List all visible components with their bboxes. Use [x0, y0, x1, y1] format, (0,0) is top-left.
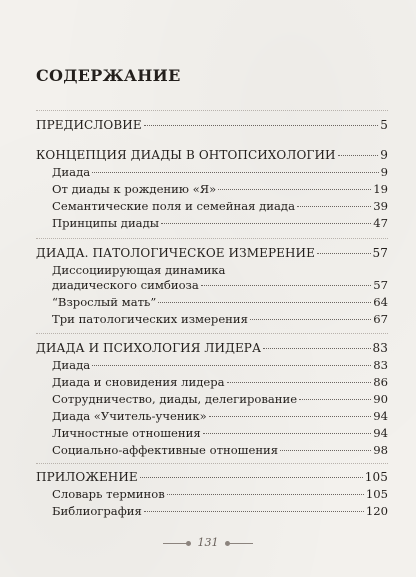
toc-item[interactable]: [52, 165, 388, 179]
toc-item-label: Семантические поля и семейная диада: [52, 199, 295, 213]
toc-page-number: 57: [372, 246, 388, 260]
page-number: 131: [197, 536, 219, 549]
toc-item[interactable]: [52, 392, 388, 406]
toc-item[interactable]: [52, 504, 388, 518]
toc-section-leader[interactable]: [36, 341, 388, 355]
toc-item-label: Библиография: [52, 504, 142, 518]
toc-item-label: “Взрослый мать”: [52, 295, 157, 309]
toc-section-appendix[interactable]: [36, 470, 388, 484]
dot-leader: [201, 285, 371, 286]
dot-leader: [263, 348, 370, 349]
toc-item-label: Диада «Учитель-ученик»: [52, 409, 207, 423]
separator-rule: [36, 238, 388, 239]
dot-leader: [144, 511, 364, 512]
toc-item[interactable]: [52, 278, 388, 292]
dot-leader: [161, 223, 371, 224]
toc-item[interactable]: [52, 199, 388, 213]
ornament-right-icon: [227, 543, 253, 544]
toc-item[interactable]: [52, 487, 388, 501]
toc-item-label-line1: Диссоциирующая динамика: [52, 263, 226, 277]
toc-item-label: Социально-аффективные отношения: [52, 443, 279, 457]
toc-page-number: 5: [380, 118, 388, 132]
dot-leader: [299, 399, 371, 400]
dot-leader: [218, 189, 371, 190]
dot-leader: [92, 365, 371, 366]
page-title: СОДЕРЖАНИЕ: [36, 66, 181, 85]
toc-item-label: Словарь терминов: [52, 487, 165, 501]
toc-item-label: Принципы диады: [52, 216, 159, 230]
toc-item[interactable]: [52, 375, 388, 389]
toc-page-number: 83: [373, 358, 388, 372]
toc-item-label: Сотрудничество, диады, делегирование: [52, 392, 298, 406]
toc-item-label: диадического симбиоза: [52, 278, 199, 292]
toc-page-number: 120: [365, 504, 388, 518]
dot-leader: [280, 450, 371, 451]
toc-page-number: 86: [373, 375, 388, 389]
toc-item[interactable]: [52, 312, 388, 326]
toc-section-title: ПРЕДИСЛОВИЕ: [36, 118, 142, 132]
toc-page-number: 83: [372, 341, 388, 355]
ornament-left-icon: [163, 543, 189, 544]
toc-page-number: 47: [373, 216, 388, 230]
toc-item[interactable]: [52, 295, 388, 309]
toc-item-label: Диада и сновидения лидера: [52, 375, 225, 389]
toc-item[interactable]: [52, 409, 388, 423]
toc-section-title: ДИАДА. ПАТОЛОГИЧЕСКОЕ ИЗМЕРЕНИЕ: [36, 246, 315, 260]
dot-leader: [227, 382, 372, 383]
toc-page-number: 39: [373, 199, 388, 213]
dot-leader: [297, 206, 371, 207]
dot-leader: [92, 172, 378, 173]
toc-page-number: 9: [380, 165, 388, 179]
toc-item-label: Диада: [52, 358, 91, 372]
toc-item[interactable]: [52, 216, 388, 230]
toc-section-title: ПРИЛОЖЕНИЕ: [36, 470, 138, 484]
toc-section-title: ДИАДА И ПСИХОЛОГИЯ ЛИДЕРА: [36, 341, 262, 355]
dot-leader: [203, 433, 372, 434]
toc-item-label: Три патологических измерения: [52, 312, 248, 326]
dot-leader: [140, 477, 363, 478]
toc-page-number: 9: [380, 148, 388, 162]
toc-item[interactable]: [52, 358, 388, 372]
dot-leader: [158, 302, 371, 303]
toc-page-number: 94: [373, 409, 388, 423]
toc-page-number: 90: [373, 392, 388, 406]
toc-section-concept[interactable]: [36, 148, 388, 162]
toc-page-number: 67: [373, 312, 388, 326]
toc-item[interactable]: [52, 426, 388, 440]
toc-page-number: 19: [373, 182, 388, 196]
toc-page-number: 94: [373, 426, 388, 440]
dot-leader: [167, 494, 364, 495]
toc-page-number: 105: [364, 470, 388, 484]
dot-leader: [250, 319, 371, 320]
dot-leader: [209, 416, 372, 417]
toc-section-pathology[interactable]: [36, 246, 388, 260]
separator-rule: [36, 463, 388, 464]
dot-leader: [144, 125, 379, 126]
toc-item-label: Диада: [52, 165, 91, 179]
toc-page-number: 98: [373, 443, 388, 457]
separator-rule: [36, 333, 388, 334]
toc-item[interactable]: [52, 443, 388, 457]
dot-leader: [338, 155, 379, 156]
toc-section-title: КОНЦЕПЦИЯ ДИАДЫ В ОНТОПСИХОЛОГИИ: [36, 148, 336, 162]
toc-page-number: 57: [373, 278, 388, 292]
toc-item[interactable]: [52, 182, 388, 196]
toc-item-label: Личностные отношения: [52, 426, 201, 440]
toc-item-label: От диады к рождению «Я»: [52, 182, 217, 196]
toc-page-number: 64: [373, 295, 388, 309]
toc-section-preface[interactable]: [36, 118, 388, 132]
toc-page-number: 105: [365, 487, 388, 501]
page-footer: [0, 536, 416, 549]
dot-leader: [317, 253, 371, 254]
separator-rule: [36, 110, 388, 111]
